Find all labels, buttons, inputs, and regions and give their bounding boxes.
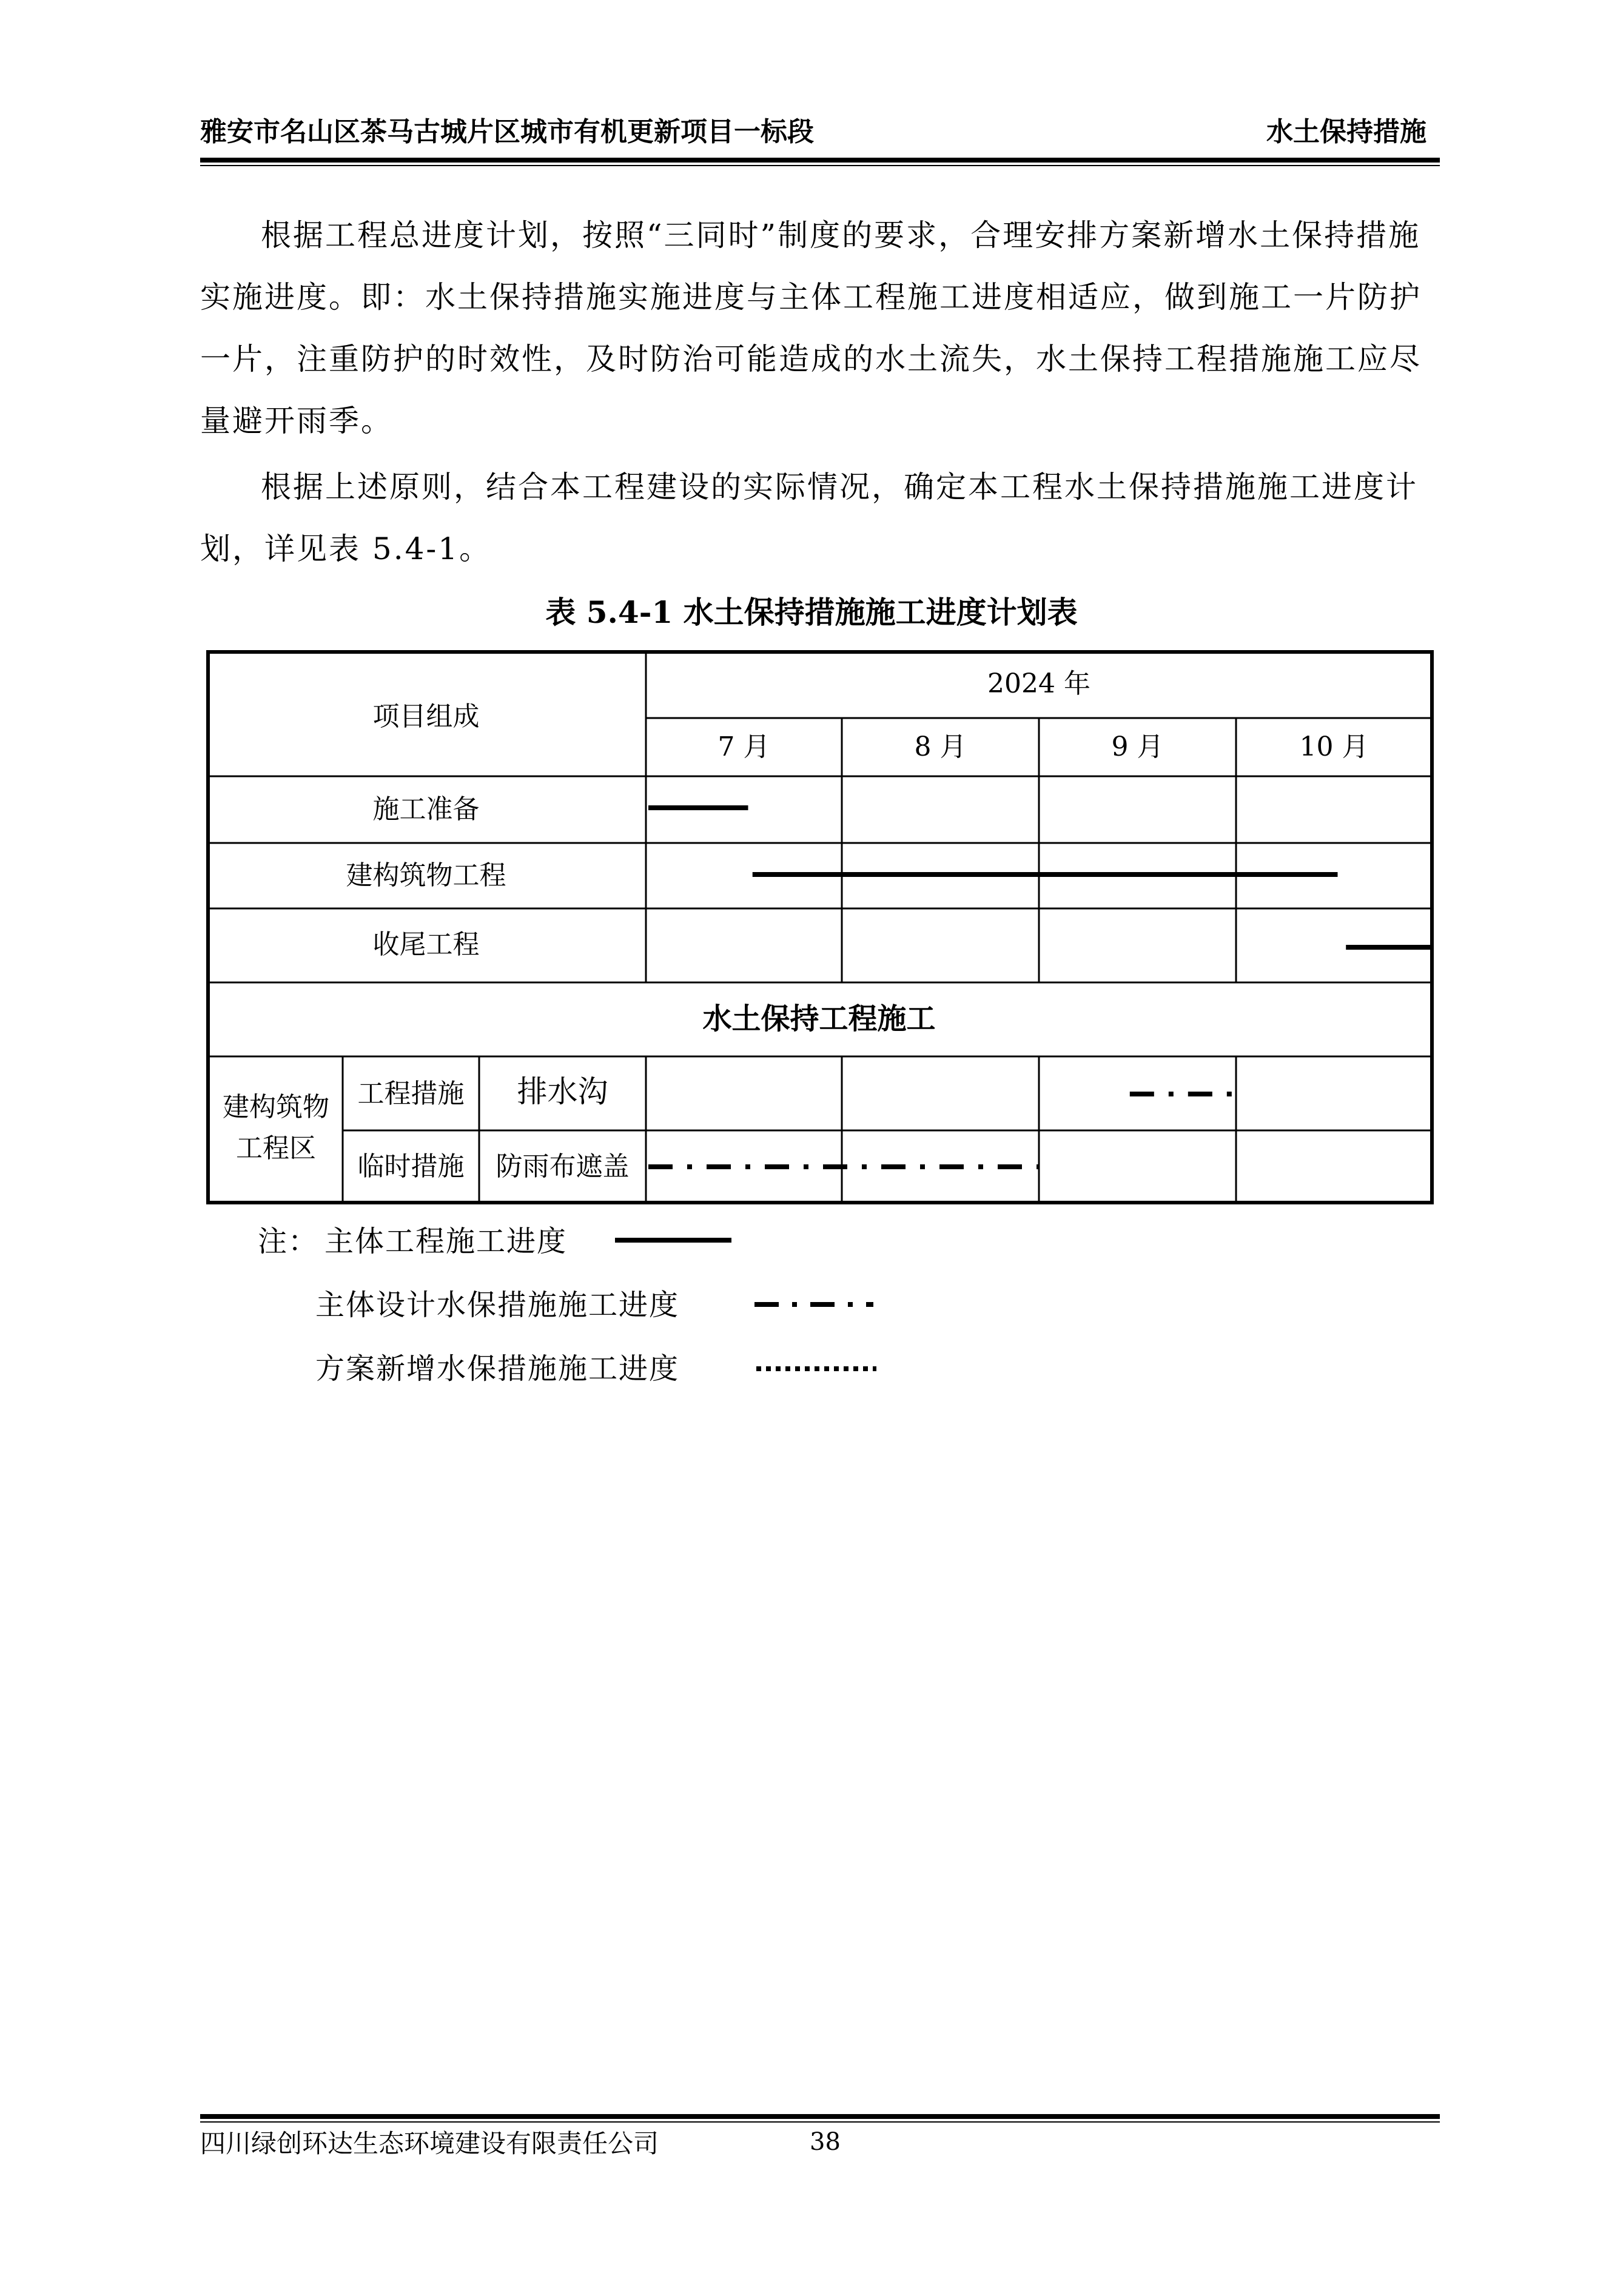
header-rule-thin [200,165,1440,166]
footer-rule-thin [200,2121,1440,2123]
subrow-category-temporary: 临时措施 [357,1151,465,1182]
header-month-10: 10 月 [1299,731,1369,762]
table-caption: 表 5.4-1 水土保持措施施工进度计划表 [545,594,1078,630]
header-rule-thick [200,158,1440,163]
header-year: 2024 年 [987,668,1090,699]
page-number: 38 [810,2128,841,2156]
row-label-building: 建构筑物工程 [346,860,506,891]
row-label-prep: 施工准备 [372,794,480,825]
footer-company: 四川绿创环达生态环境建设有限责任公司 [200,2129,659,2158]
paragraph-2: 根据上述原则，结合本工程建设的实际情况，确定本工程水土保持措施施工进度计划，详见表 5.4-1。 [200,469,1418,566]
legend-dash-dot-line [752,1295,885,1314]
header-item-label: 项目组成 [372,701,480,732]
footer-rule-thick [200,2114,1440,2119]
row-label-finish: 收尾工程 [372,929,480,960]
note-label-new: 方案新增水保措施施工进度 [315,1352,680,1386]
header-project-title: 雅安市名山区茶马古城片区城市有机更新项目一标段 [200,116,814,147]
section-title: 水土保持工程施工 [702,1002,936,1036]
subrow-measure-drainage: 排水沟 [517,1074,608,1109]
note-label-main: 主体工程施工进度 [324,1224,568,1258]
paragraph-1: 根据工程总进度计划，按照“三同时”制度的要求，合理安排方案新增水土保持措施实施进度。即：水土保持措施实施进度与主体工程施工进度相适应，做到施工一片防护一片，注重防护的时效性，及时防治可能造成的水土流失，水土保持工程措施施工应尽量避开雨季。 [200,218,1422,438]
header-section-title: 水土保持措施 [1266,116,1426,147]
subrow-measure-rain-cover: 防雨布遮盖 [496,1151,630,1182]
area-label: 建构筑物 工程区 [223,1092,329,1164]
legend-solid-line [613,1231,734,1249]
legend-dotted-line [755,1360,889,1378]
header-month-9: 9 月 [1111,731,1164,762]
header-month-7: 7 月 [717,731,770,762]
schedule-bars [648,808,1432,1167]
note-prefix: 注： [258,1224,319,1258]
header-month-8: 8 月 [914,731,967,762]
subrow-category-engineering: 工程措施 [357,1078,465,1109]
note-label-design: 主体设计水保措施施工进度 [315,1288,680,1322]
